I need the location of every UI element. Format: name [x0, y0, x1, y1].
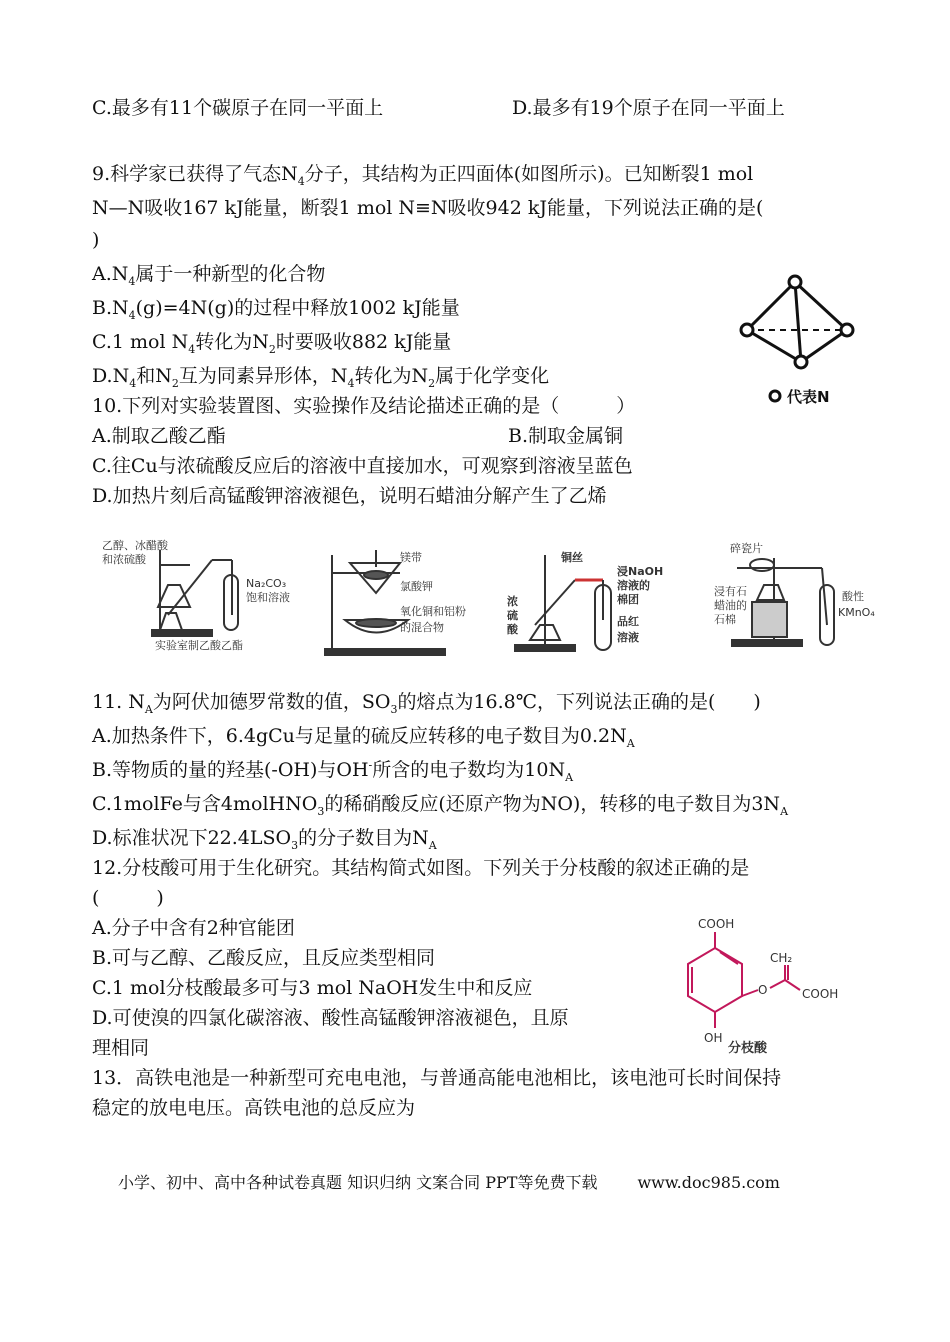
fig-d-label-2: 浸有石 — [714, 585, 747, 598]
q12-stem-line2: ( ) — [92, 887, 164, 909]
cooh-top: COOH — [698, 917, 735, 931]
chorismic-acid-figure — [670, 910, 860, 1060]
n4-tetrahedron-figure — [735, 270, 860, 415]
q10-figure-a — [100, 535, 305, 660]
q9-stem-line3: ) — [92, 229, 100, 251]
q10-figure-c — [505, 545, 685, 660]
q12-option-b: B.可与乙醇、乙酸反应，且反应类型相同 — [92, 947, 436, 969]
fig-c-label-6: 溶液的 — [617, 579, 650, 592]
q11-option-a: A.加热条件下，6.4gCu与足量的硫反应转移的电子数目为$0.2N_A$ — [92, 725, 635, 750]
q10-figure-d — [712, 540, 887, 655]
q10-figure-b — [320, 545, 490, 660]
fig-a-caption: 实验室制乙酸乙酯 — [155, 639, 243, 652]
q12-option-c: C.1 mol分枝酸最多可与3 mol NaOH发生中和反应 — [92, 977, 533, 999]
fig-d-label-1: 碎瓷片 — [730, 542, 763, 555]
fig-d-label-4: 石棉 — [714, 613, 736, 626]
q12-option-d-line2: 理相同 — [92, 1037, 150, 1059]
q9-option-c: C.1 mol $N_4$转化为$N_2$时要吸收882 kJ能量 — [92, 331, 452, 356]
footer-text: 小学、初中、高中各种试卷真题 知识归纳 文案合同 PPT等免费下载 — [118, 1173, 598, 1192]
q12-stem-line1: 12.分枝酸可用于生化研究。其结构简式如图。下列关于分枝酸的叙述正确的是 — [92, 857, 750, 879]
q10-option-d: D.加热片刻后高锰酸钾溶液褪色，说明石蜡油分解产生了乙烯 — [92, 485, 607, 507]
n4-legend: 代表N — [787, 388, 830, 406]
fig-c-label-4: 酸 — [507, 623, 518, 636]
fig-d-label-5: 酸性 — [842, 590, 864, 603]
fig-b-label-2: 氯酸钾 — [400, 580, 433, 593]
q11-option-b: B.等物质的量的羟基(-OH)与OH-所含的电子数均为$10N_A$ — [92, 758, 574, 784]
fig-a-label-4: 饱和溶液 — [246, 591, 290, 604]
fig-d-label-6: KMnO₄ — [838, 606, 875, 619]
q9-option-b: $B.N_4(g)=4N(g)$的过程中释放1002 kJ能量 — [92, 297, 460, 322]
fig-c-label-2: 浓 — [507, 595, 518, 608]
q10-option-c: C.往Cu与浓硫酸反应后的溶液中直接加水，可观察到溶液呈蓝色 — [92, 455, 633, 477]
q8-option-c: C.最多有11个碳原子在同一平面上 — [92, 97, 384, 119]
cooh-right: COOH — [802, 987, 839, 1001]
fig-c-label-3: 硫 — [507, 609, 518, 622]
q11-stem: 11. $N_A$为阿伏加德罗常数的值，$SO_3$的熔点为16.8℃，下列说法正确的是( ) — [92, 691, 761, 716]
q13-stem-line1: 13．高铁电池是一种新型可充电电池，与普通高能电池相比，该电池可长时间保持 — [92, 1067, 782, 1089]
q8-option-d: D.最多有19个原子在同一平面上 — [512, 97, 785, 119]
fig-a-label-2: 和浓硫酸 — [102, 553, 146, 566]
footer-url[interactable]: www.doc985.com — [637, 1173, 780, 1192]
q12-option-d-line1: D.可使溴的四氯化碳溶液、酸性高锰酸钾溶液褪色，且原 — [92, 1007, 569, 1029]
fig-c-label-8: 品红 — [617, 615, 639, 628]
q9-option-a: $A.N_4$属于一种新型的化合物 — [92, 263, 326, 288]
fig-b-label-3: 氧化铜和铝粉 — [400, 605, 466, 618]
q9-option-d: $D.N_4$和$N_2$互为同素异形体，$N_4$转化为$N_2$属于化学变化 — [92, 365, 550, 390]
fig-c-label-9: 溶液 — [617, 631, 639, 644]
q10-option-b: B.制取金属铜 — [508, 425, 624, 447]
page-footer — [118, 1170, 780, 1193]
q13-stem-line2: 稳定的放电电压。高铁电池的总反应为 — [92, 1097, 416, 1119]
fig-c-label-5: 浸NaOH — [617, 565, 664, 578]
q12-option-a: A.分子中含有2种官能团 — [92, 917, 295, 939]
fig-d-label-3: 蜡油的 — [714, 599, 747, 612]
q10-option-a: A.制取乙酸乙酯 — [92, 425, 226, 447]
q11-option-c: C.1molFe与含4molHNO$_3$的稀硝酸反应(还原产物为NO)，转移的电子数目为$3N_A$ — [92, 793, 789, 818]
fig-b-label-4: 的混合物 — [400, 621, 444, 634]
q9-stem-line2: N—N吸收167 kJ能量，断裂1 mol N≡N吸收942 kJ能量，下列说法正确的是( — [92, 197, 764, 219]
fig-a-label-1: 乙醇、冰醋酸 — [102, 539, 168, 552]
fig-a-label-3: Na₂CO₃ — [246, 577, 287, 590]
fig-c-label-1: 铜丝 — [561, 551, 583, 564]
q11-option-d: D.标准状况下$22.4LSO_3$的分子数目为$N_A$ — [92, 827, 437, 852]
chorismic-acid-caption: 分枝酸 — [728, 1041, 768, 1056]
ether-o-label: O — [758, 983, 768, 997]
q9-stem-line1: 9.科学家已获得了气态$N_4$分子，其结构为正四面体(如图所示)。已知断裂1 mol — [92, 163, 754, 188]
q10-stem: 10.下列对实验装置图、实验操作及结论描述正确的是（ ） — [92, 395, 636, 417]
oh-label: OH — [704, 1031, 723, 1045]
fig-c-label-7: 棉团 — [617, 593, 639, 606]
fig-b-label-1: 镁带 — [400, 551, 422, 564]
ch2-label: CH₂ — [770, 951, 793, 965]
